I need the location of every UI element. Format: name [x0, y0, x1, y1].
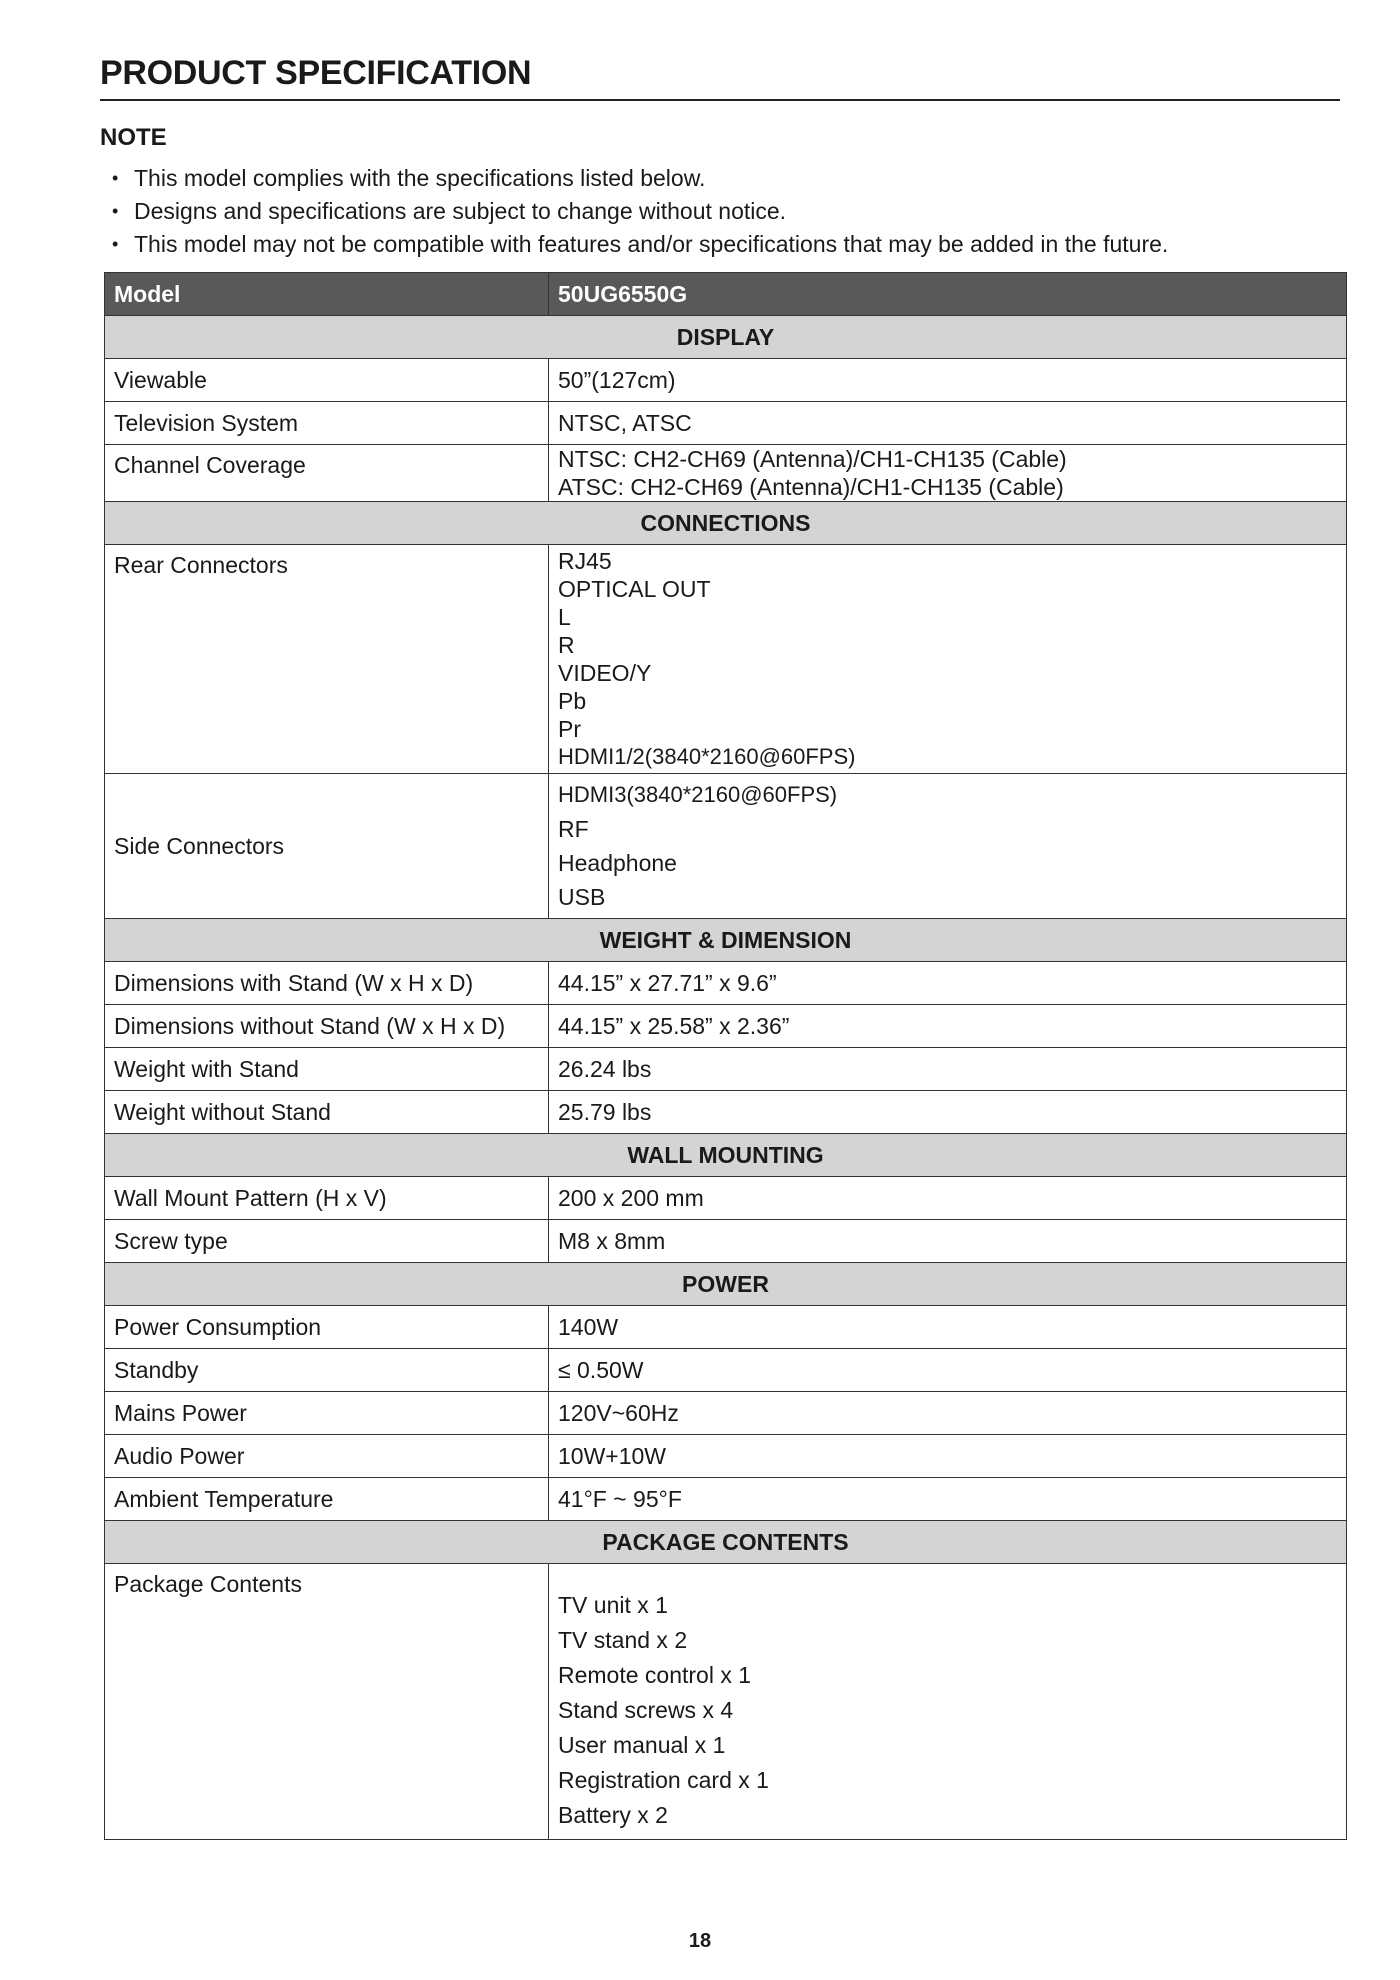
spec-value-line: ATSC: CH2-CH69 (Antenna)/CH1-CH135 (Cable): [558, 474, 1064, 500]
spec-value: 200 x 200 mm: [549, 1177, 1347, 1220]
spec-label: Weight without Stand: [105, 1091, 549, 1134]
spec-value-list: [549, 1564, 1347, 1840]
spec-label: Rear Connectors: [105, 545, 549, 774]
spec-row: [105, 1392, 1347, 1435]
section-weight-dimension: [105, 919, 1347, 962]
spec-value: 44.15” x 27.71” x 9.6”: [549, 962, 1347, 1005]
spec-label: Viewable: [105, 359, 549, 402]
spec-value-list: [549, 445, 1347, 502]
spec-value-line: Pb: [558, 688, 587, 714]
model-label: Model: [105, 273, 549, 316]
spec-value: 140W: [549, 1306, 1347, 1349]
section-connections: [105, 502, 1347, 545]
spec-row: [105, 962, 1347, 1005]
spec-value: 120V~60Hz: [549, 1392, 1347, 1435]
spec-value: M8 x 8mm: [549, 1220, 1347, 1263]
spec-value: 26.24 lbs: [549, 1048, 1347, 1091]
spec-value-line: RJ45: [558, 548, 612, 574]
spec-value-line: User manual x 1: [558, 1732, 726, 1758]
specification-table: [104, 272, 1347, 1840]
spec-row: [105, 1005, 1347, 1048]
section-heading: WALL MOUNTING: [105, 1134, 1347, 1177]
spec-value-line: R: [558, 632, 575, 658]
spec-value-line: Pr: [558, 716, 581, 742]
spec-value: 10W+10W: [549, 1435, 1347, 1478]
spec-label: Screw type: [105, 1220, 549, 1263]
spec-row: [105, 1306, 1347, 1349]
spec-value-line: RF: [558, 816, 589, 842]
spec-row: [105, 545, 1347, 774]
spec-label: Package Contents: [105, 1564, 549, 1840]
spec-value-line: HDMI1/2(3840*2160@60FPS): [558, 744, 856, 769]
spec-label: Channel Coverage: [105, 445, 549, 502]
note-item: • This model complies with the specifications listed below.: [112, 162, 1168, 195]
spec-value: 25.79 lbs: [549, 1091, 1347, 1134]
spec-label: Side Connectors: [105, 774, 549, 919]
spec-label: Audio Power: [105, 1435, 549, 1478]
spec-value-line: USB: [558, 884, 606, 910]
spec-label: Standby: [105, 1349, 549, 1392]
section-heading: DISPLAY: [105, 316, 1347, 359]
spec-row: [105, 1435, 1347, 1478]
spec-row: [105, 402, 1347, 445]
spec-value-line: OPTICAL OUT: [558, 576, 711, 602]
section-heading: POWER: [105, 1263, 1347, 1306]
spec-label: Wall Mount Pattern (H x V): [105, 1177, 549, 1220]
spec-label: Mains Power: [105, 1392, 549, 1435]
spec-value: ≤ 0.50W: [549, 1349, 1347, 1392]
spec-value: 41°F ~ 95°F: [549, 1478, 1347, 1521]
spec-row: [105, 1349, 1347, 1392]
spec-value-line: TV unit x 1: [558, 1592, 668, 1618]
spec-value-line: L: [558, 604, 571, 630]
spec-value-line: TV stand x 2: [558, 1627, 688, 1653]
spec-value-line: Headphone: [558, 850, 677, 876]
section-package-contents: [105, 1521, 1347, 1564]
note-item: • Designs and specifications are subject to change without notice.: [112, 195, 1168, 228]
spec-value-line: HDMI3(3840*2160@60FPS): [558, 782, 838, 807]
section-heading: WEIGHT & DIMENSION: [105, 919, 1347, 962]
section-heading: CONNECTIONS: [105, 502, 1347, 545]
spec-row: [105, 1091, 1347, 1134]
spec-value: NTSC, ATSC: [549, 402, 1347, 445]
spec-value: 50”(127cm): [549, 359, 1347, 402]
spec-value-line: Stand screws x 4: [558, 1697, 734, 1723]
spec-value-list: [549, 545, 1347, 774]
spec-value-line: Remote control x 1: [558, 1662, 752, 1688]
spec-row: [105, 1564, 1347, 1840]
spec-label: Ambient Temperature: [105, 1478, 549, 1521]
spec-value-line: VIDEO/Y: [558, 660, 652, 686]
note-heading: NOTE: [100, 124, 167, 151]
spec-value: 44.15” x 25.58” x 2.36”: [549, 1005, 1347, 1048]
section-power: [105, 1263, 1347, 1306]
spec-value-line: Battery x 2: [558, 1802, 668, 1828]
spec-row: [105, 1048, 1347, 1091]
page-title: PRODUCT SPECIFICATION: [100, 54, 1340, 101]
spec-value-list: [549, 774, 1347, 919]
spec-label: Dimensions without Stand (W x H x D): [105, 1005, 549, 1048]
spec-row: [105, 359, 1347, 402]
model-value: 50UG6550G: [549, 273, 1347, 316]
spec-row: [105, 1177, 1347, 1220]
spec-label: Weight with Stand: [105, 1048, 549, 1091]
section-heading: PACKAGE CONTENTS: [105, 1521, 1347, 1564]
note-list: [112, 162, 1168, 261]
spec-value-line: Registration card x 1: [558, 1767, 769, 1793]
section-display: [105, 316, 1347, 359]
spec-row: [105, 774, 1347, 919]
spec-value-line: NTSC: CH2-CH69 (Antenna)/CH1-CH135 (Cable): [558, 446, 1067, 472]
spec-label: Power Consumption: [105, 1306, 549, 1349]
model-row: [105, 273, 1347, 316]
spec-row: [105, 1220, 1347, 1263]
page-number: 18: [688, 1930, 712, 1952]
section-wall-mounting: [105, 1134, 1347, 1177]
note-item: • This model may not be compatible with features and/or specifications that may be added in the future.: [112, 228, 1168, 261]
spec-row: [105, 1478, 1347, 1521]
spec-label: Dimensions with Stand (W x H x D): [105, 962, 549, 1005]
spec-label: Television System: [105, 402, 549, 445]
spec-row: [105, 445, 1347, 502]
